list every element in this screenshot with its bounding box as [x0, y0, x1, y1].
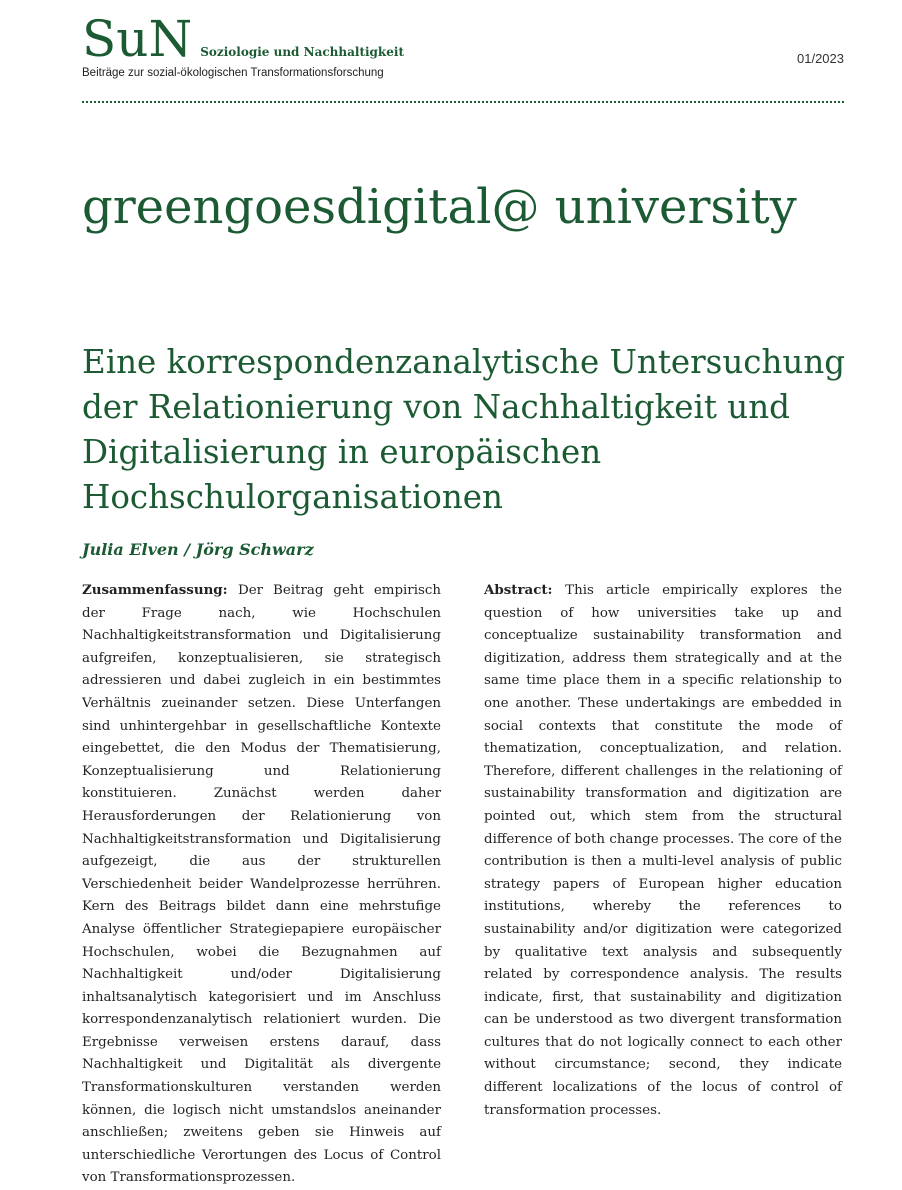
journal-logo[interactable]: SuN — [82, 10, 193, 68]
abstract-english-text: This article empirically explores the question of how universities take up and conceptualize sustainability transformation and digitization, address them strategically and at the same time place them in a specific relationship to one another. These undertakings are embedded in social contexts that constitute the mode of thematization, conceptualization, and relation. Therefore, different challenges in the relationing of sustainability transformation and digitization are pointed out, which stem from the structural difference of both change processes. The core of the contribution is then a multi-level analysis of public strategy papers of European higher education institutions, whereby the references to sustainability and/or digitization were categorized by qualitative text analysis and subsequently related by correspondence analysis. The results indicate, first, that sustainability and digitization can be understood as two divergent transformation cultures that do not logically connect to each other without circumstance; second, they indicate different localizations of the locus of control of transformation processes. — [484, 583, 842, 1118]
article-title: greengoesdigital@ university — [82, 179, 797, 235]
abstract-german-text: Der Beitrag geht empirisch der Frage nach, wie Hochschulen Nachhaltigkeitstransformation und Digitalisierung aufgreifen, konzeptualisieren, sie strategisch adressieren und dabei zugleich in ein bestimmtes Verhältnis zueinander setzen. Diese Unterfangen sind unhintergehbar in gesellschaftliche Kontexte eingebettet, die den Modus der Thematisierung, Konzeptualisierung und Relationierung konstituieren. Zunächst werden daher Herausforderungen der Relationierung von Nachhaltigkeitstransformation und Digitalisierung aufgezeigt, die aus der strukturellen Verschiedenheit beider Wandelprozesse herrühren. Kern des Beitrags bildet dann eine mehrstufige Analyse öffentlicher Strategiepapiere europäischer Hochschulen, wobei die Bezugnahmen auf Nachhaltigkeit und/oder Digitalisierung inhaltsanalytisch kategorisiert und im Anschluss korrespondenzanalytisch relationiert wurden. Die Ergebnisse verweisen erstens darauf, dass Nachhaltigkeit und Digitalität als divergente Transformationskulturen verstanden werden können, die logisch nicht umstandslos aneinander anschließen; zweitens geben sie Hinweis auf unterschiedliche Verortungen des Locus of Control von Transformationsprozessen. — [82, 583, 441, 1186]
article-authors: Julia Elven / Jörg Schwarz — [82, 540, 314, 559]
journal-name: Soziologie und Nachhaltigkeit — [200, 45, 404, 59]
abstract-german-label: Zusammenfassung: — [82, 582, 238, 598]
issue-number: 01/2023 — [797, 51, 844, 66]
logo-row — [82, 10, 404, 68]
abstract-english — [484, 579, 842, 1122]
article-subtitle: Eine korrespondenzanalytische Untersuchung der Relationierung von Nachhaltigkeit und Digitalisierung in europäischen Hochschulorganisationen — [82, 343, 846, 516]
header-divider — [82, 101, 844, 103]
abstract-english-label: Abstract: — [484, 582, 566, 598]
abstract-german — [82, 579, 441, 1190]
journal-subtitle: Beiträge zur sozial-ökologischen Transformationsforschung — [82, 67, 384, 79]
journal-masthead — [82, 10, 404, 79]
